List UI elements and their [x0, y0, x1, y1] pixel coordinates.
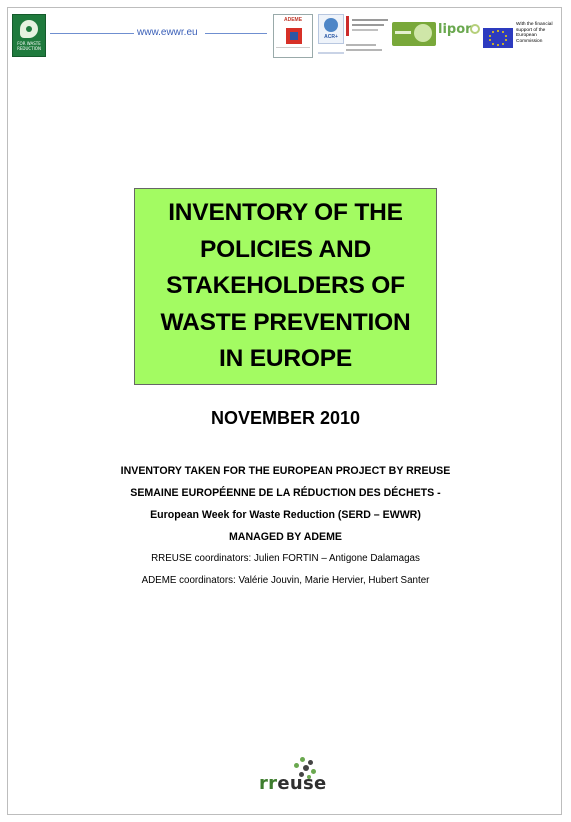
acr-plus-logo	[318, 14, 344, 44]
ademe-logo-text: ADEME	[283, 17, 303, 23]
rreuse-logo-prefix: rr	[259, 773, 278, 794]
acr-logo-text: ACR+	[324, 34, 338, 40]
ademe-coordinators: ADEME coordinators: Valérie Jouvin, Marie Hervier, Hubert Santer	[141, 575, 430, 586]
ademe-subtitle	[276, 47, 310, 56]
ademe-logo	[273, 14, 313, 58]
leaf-icon	[20, 20, 38, 38]
credit-line: MANAGED BY ADEME	[228, 531, 342, 543]
tree-icon	[414, 24, 432, 42]
header-rule-right	[205, 33, 267, 34]
credit-line: INVENTORY TAKEN FOR THE EUROPEAN PROJECT BY RREUSE	[120, 465, 451, 477]
eu-support-text: With the financial support of the European Commission	[516, 22, 553, 44]
credit-line: SEMAINE EUROPÉENNE DE LA RÉDUCTION DES DÉCHETS -	[130, 487, 441, 499]
document-title	[141, 195, 431, 378]
lipor-logo: lipor	[438, 22, 472, 37]
website-link[interactable]: www.ewwr.eu	[137, 27, 198, 38]
ewwr-logo	[12, 14, 46, 57]
rreuse-logo-suffix: euse	[277, 773, 327, 794]
rreuse-logo	[259, 773, 327, 794]
ewwr-logo-text: FOR WASTE REDUCTION	[17, 41, 41, 51]
title-box	[134, 188, 437, 385]
rreuse-coordinators: RREUSE coordinators: Julien FORTIN – Antigone Dalamagas	[151, 553, 420, 564]
acr-caption	[318, 52, 344, 54]
header-rule-left	[50, 33, 134, 34]
heart-icon	[470, 24, 480, 34]
title-line: STAKEHOLDERS OF	[166, 272, 405, 300]
title-line: WASTE PREVENTION	[160, 308, 411, 336]
eu-flag-icon	[483, 28, 513, 48]
credit-line: European Week for Waste Reduction (SERD – EWWR)	[150, 509, 421, 521]
agency-logo	[346, 42, 388, 54]
credits	[20, 460, 551, 592]
title-line: INVENTORY OF THE	[168, 199, 403, 227]
publication-date: NOVEMBER 2010	[210, 408, 361, 428]
acr-circle-icon	[324, 18, 338, 32]
ademe-mark-icon	[286, 28, 302, 44]
title-line: POLICIES AND	[200, 235, 371, 263]
catalunya-logo	[346, 16, 388, 36]
title-line: IN EUROPE	[219, 345, 352, 373]
green-tree-logo	[392, 22, 436, 46]
